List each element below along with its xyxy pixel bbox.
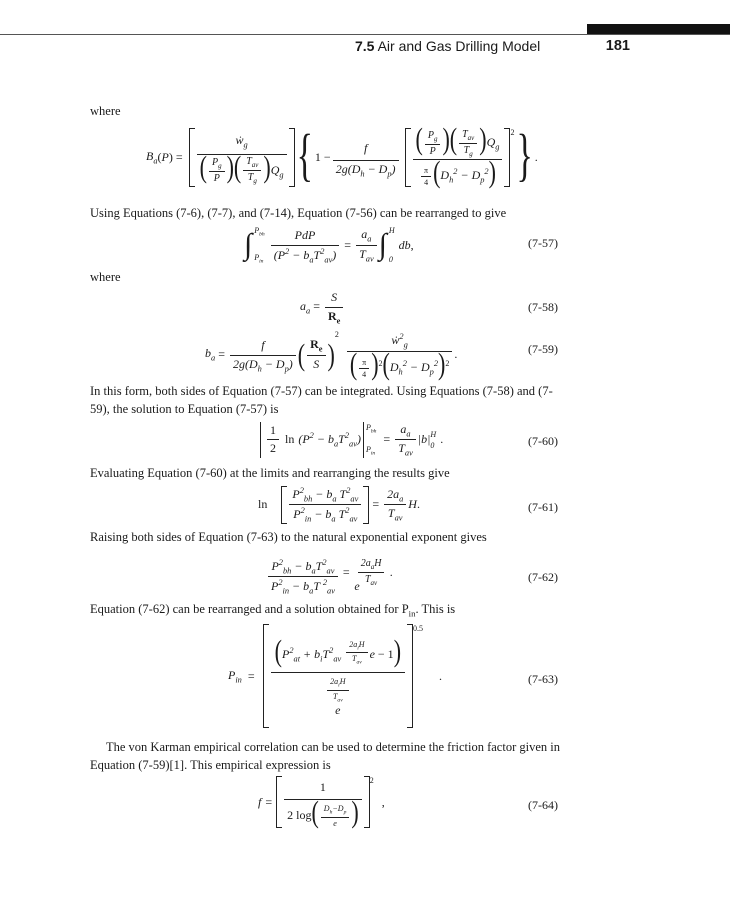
section-title: Air and Gas Drilling Model — [377, 38, 541, 54]
equation-number-7-62: (7-62) — [528, 570, 558, 584]
equation-number-7-60: (7-60) — [528, 434, 558, 448]
header-bar — [587, 24, 730, 34]
paragraph-using: Using Equations (7-6), (7-7), and (7-14), Equation (7-56) can be rearranged to give — [90, 206, 507, 220]
paragraph-rearranged-a: Equation (7-62) can be rearranged and a solution obtained for P — [90, 602, 409, 616]
where-label-1: where — [90, 104, 121, 118]
paragraph-rearranged — [90, 602, 455, 619]
equation-number-7-61: (7-61) — [528, 500, 558, 514]
header-rule — [0, 34, 730, 35]
section-number: 7.5 — [355, 38, 375, 54]
where-label-2: where — [90, 270, 121, 284]
equation-number-7-57: (7-57) — [528, 236, 558, 250]
paragraph-raising: Raising both sides of Equation (7-63) to the natural exponential exponent gives — [90, 530, 487, 544]
equation-number-7-63: (7-63) — [528, 672, 558, 686]
paragraph-evaluating: Evaluating Equation (7-60) at the limits and rearranging the results give — [90, 466, 450, 480]
equation-number-7-58: (7-58) — [528, 300, 558, 314]
equation-number-7-64: (7-64) — [528, 798, 558, 812]
equation-number-7-59: (7-59) — [528, 342, 558, 356]
paragraph-rearranged-b: . This is — [415, 602, 456, 616]
running-head — [355, 38, 630, 54]
page-number: 181 — [605, 38, 630, 54]
paragraph-rearranged-sub: in — [408, 608, 416, 619]
paragraph-karman: The von Karman empirical correlation can be used to determine the friction factor given in Equation (7-59)[1]. This empirical expression is — [90, 740, 560, 772]
paragraph-in-this-form: In this form, both sides of Equation (7-57) can be integrated. Using Equations (7-58) and (7-59), the solution to Equation (7-57) is — [90, 384, 553, 416]
